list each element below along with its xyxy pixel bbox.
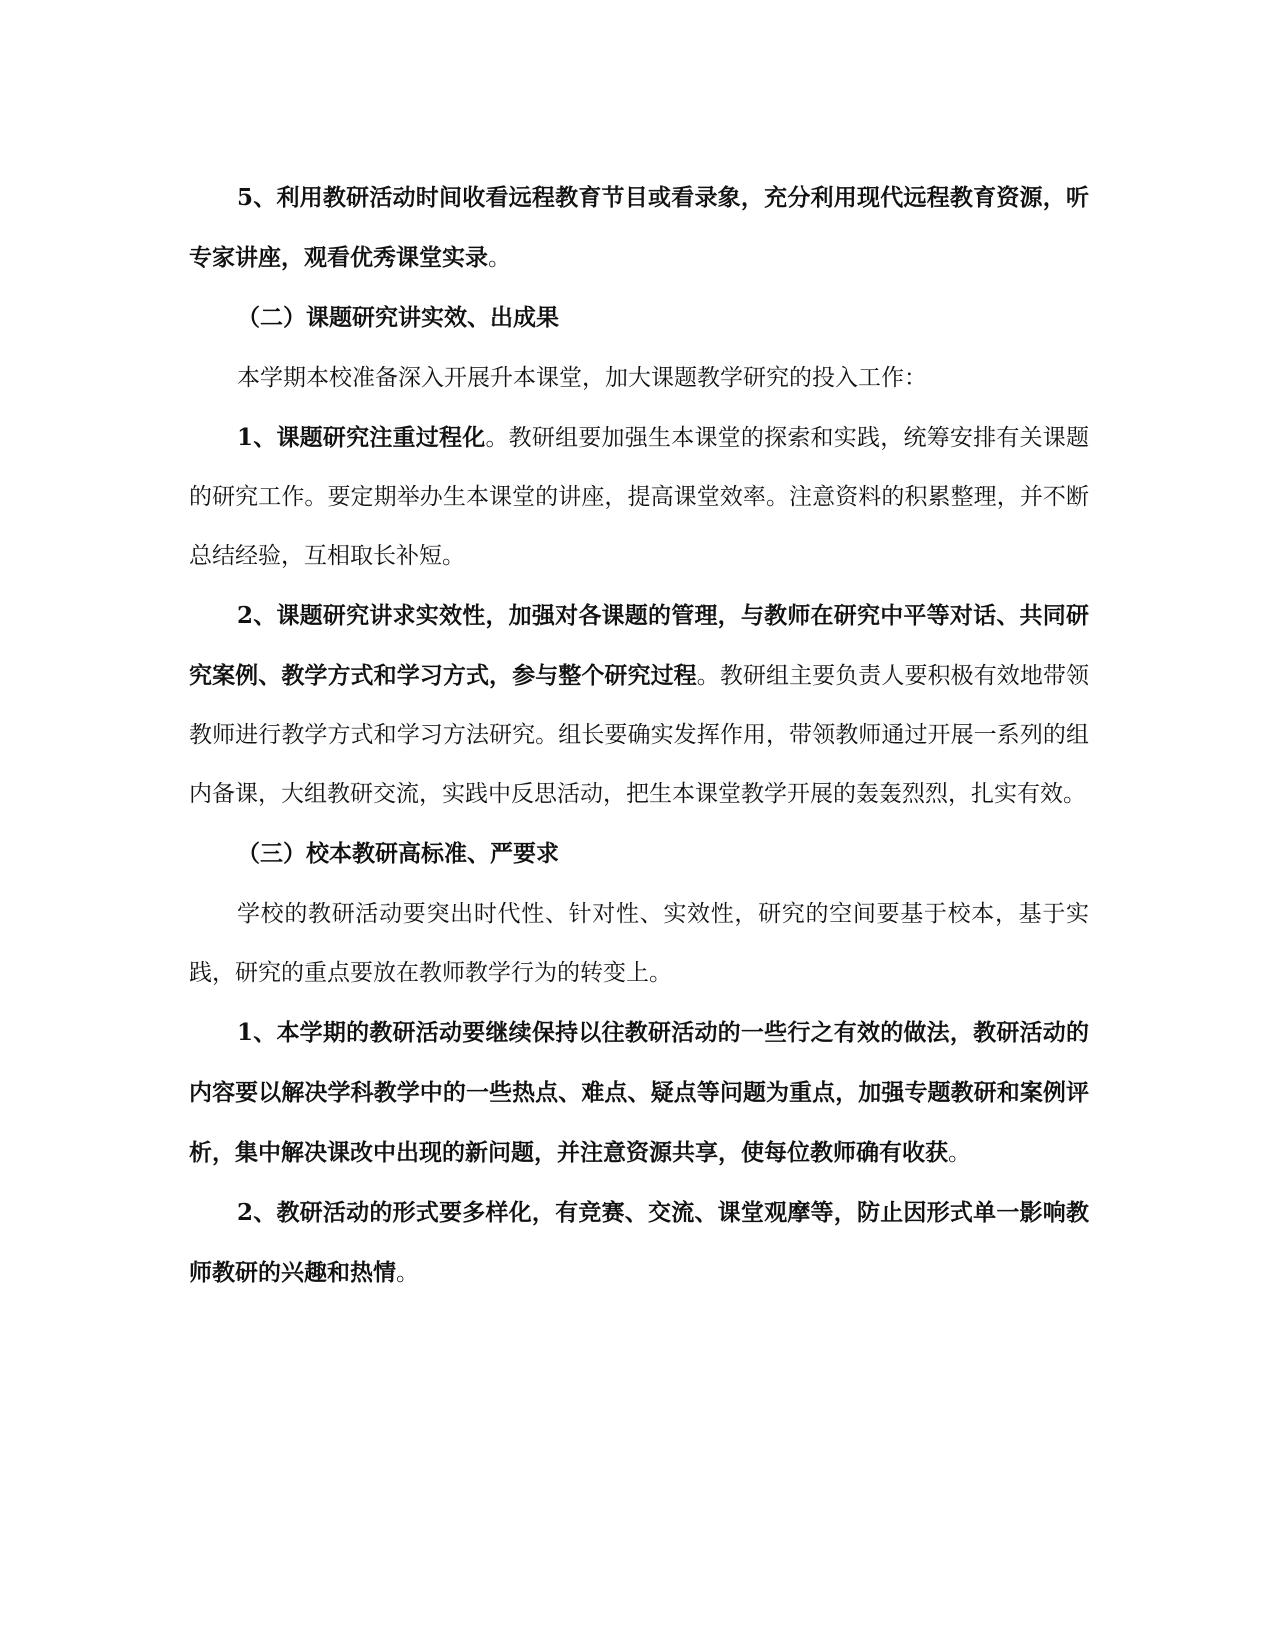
paragraph-text: 学校的教研活动要突出时代性、针对性、实效性，研究的空间要基于校本，基于实践，研究的重点要放在教师教学行为的转变上。 <box>189 901 1089 986</box>
paragraph-text: 。教研组要加强生本课堂的探索和实践，统筹安排有关课题的研究工作。要定期举办生本课堂的讲座，提高课堂效率。注意资料的积累整理，并不断总结经验，互相取长补短。 <box>189 425 1089 569</box>
paragraph-bold-text: 5、利用教研活动时间收看远程教育节目或看录象，充分利用现代远程教育资源，听专家讲座，观看优秀课堂实录 <box>189 184 1089 271</box>
paragraph-item-5-remote-education <box>189 168 1089 288</box>
document-body <box>189 168 1089 1303</box>
paragraph-text: 本学期本校准备深入开展升本课堂，加大课题教学研究的投入工作： <box>237 365 927 391</box>
paragraph-item-1-activities <box>189 1003 1089 1183</box>
paragraph-intro-school-research <box>189 884 1089 1003</box>
paragraph-text: 。教研组主要负责人要积极有效地带领教师进行教学方式和学习方法研究。组长要确实发挥作用，带领教师通过开展一系列的组内备课，大组教研交流，实践中反思活动，把生本课堂教学开展的轰轰烈烈，扎实有效。 <box>189 663 1090 807</box>
paragraph-bold-text: 2、课题研究讲求实效性，加强对各课题的管理，与教师在研究中平等对话、共同研究案例、教学方式和学习方式，参与整个研究过程 <box>189 602 1089 689</box>
paragraph-text: 。 <box>948 1140 971 1166</box>
section-heading-research <box>189 288 1089 348</box>
paragraph-intro-research <box>189 348 1089 408</box>
paragraph-bold-text: 2、教研活动的形式要多样化，有竞赛、交流、课堂观摩等，防止因形式单一影响教师教研的兴趣和热情 <box>189 1199 1089 1286</box>
section-heading-text: （三）校本教研高标准、严要求 <box>237 840 559 867</box>
paragraph-bold-text: 1、本学期的教研活动要继续保持以往教研活动的一些行之有效的做法，教研活动的内容要以解决学科教学中的一些热点、难点、疑点等问题为重点，加强专题教研和案例评析，集中解决课改中出现的新问题，并注意资源共享，使每位教师确有收获 <box>189 1019 1089 1166</box>
paragraph-text: 。 <box>488 245 511 271</box>
paragraph-item-1-process <box>189 408 1089 586</box>
paragraph-item-2-effectiveness <box>189 586 1089 824</box>
paragraph-text: 。 <box>396 1260 419 1286</box>
section-heading-school-research <box>189 824 1089 884</box>
paragraph-item-2-forms <box>189 1183 1089 1303</box>
section-heading-text: （二）课题研究讲实效、出成果 <box>237 304 559 331</box>
paragraph-bold-text: 1、课题研究注重过程化 <box>237 424 486 451</box>
